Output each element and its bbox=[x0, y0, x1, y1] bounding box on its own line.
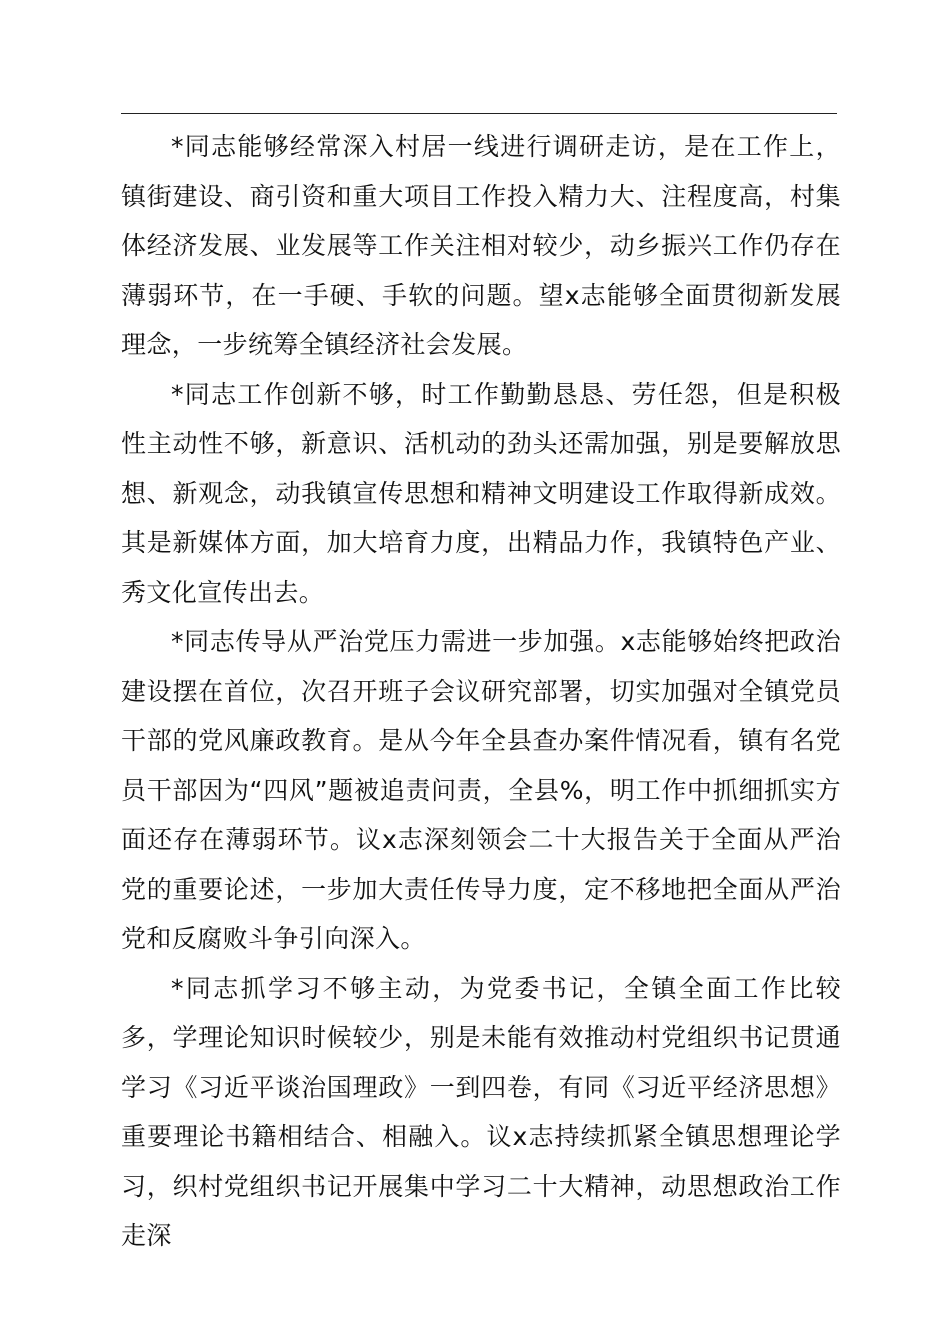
paragraph-2: *同志工作创新不够，时工作勤勤恳恳、劳任怨，但是积极性主动性不够，新意识、活机动的劲头还需加强，别是要解放思想、新观念，动我镇宣传思想和精神文明建设工作取得新成效。其是新媒体方面，加大培育力度，出精品力作，我镇特色产业、秀文化宣传出去。 bbox=[121, 379, 841, 607]
paragraph-1: *同志能够经常深入村居一线进行调研走访，是在工作上，镇街建设、商引资和重大项目工作投入精力大、注程度高，村集体经济发展、业发展等工作关注相对较少，动乡振兴工作仍存在薄弱环节，在一手硬、手软的问题。望x志能够全面贯彻新发展理念，一步统筹全镇经济社会发展。 bbox=[121, 132, 841, 359]
paragraph-3: *同志传导从严治党压力需进一步加强。x志能够始终把政治建设摆在首位，次召开班子会议研究部署，切实加强对全镇党员干部的党风廉政教育。是从今年全县查办案件情况看，镇有名党员干部因为“四风”题被追责问责，全县%，明工作中抓细抓实方面还存在薄弱环节。议x志深刻领会二十大报告关于全面从严治党的重要论述，一步加大责任传导力度，定不移地把全面从严治党和反腐败斗争引向深入。 bbox=[121, 627, 841, 953]
body-text bbox=[121, 122, 841, 1261]
header-rule bbox=[121, 113, 837, 114]
paragraph-4: *同志抓学习不够主动，为党委书记，全镇全面工作比较多，学理论知识时候较少，别是未能有效推动村党组织书记贯通学习《习近平谈治国理政》一到四卷，有同《习近平经济思想》重要理论书籍相结合、相融入。议x志持续抓紧全镇思想理论学习，织村党组织书记开展集中学习二十大精神，动思想政治工作走深 bbox=[121, 973, 841, 1250]
